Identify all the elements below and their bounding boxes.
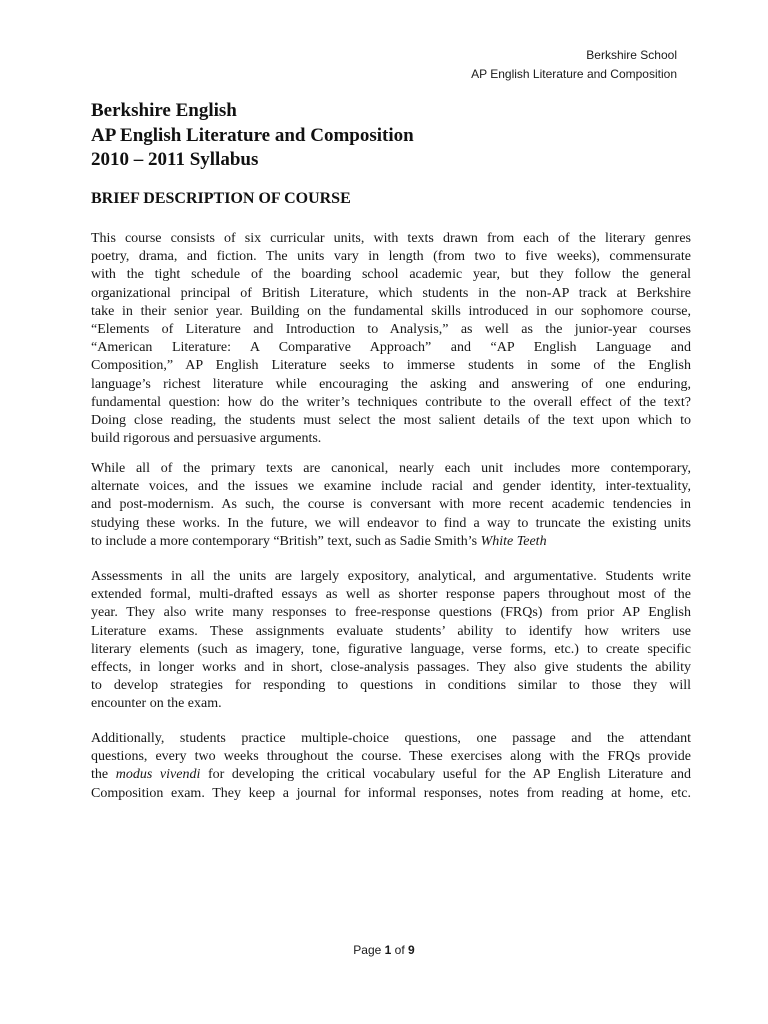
- text-line: questions, every two weeks throughout the course. These exercises along with the FRQs provide: [91, 749, 691, 765]
- running-header: [471, 46, 677, 84]
- text-line: extended formal, multi-drafted essays as well as shorter response papers throughout most of the: [91, 587, 691, 603]
- header-school: Berkshire School: [586, 48, 677, 62]
- header-course: AP English Literature and Composition: [471, 67, 677, 81]
- title-line-2: AP English Literature and Composition: [91, 124, 414, 146]
- title-line-1: Berkshire English: [91, 100, 237, 121]
- text-line: literary elements (such as imagery, tone, figurative language, verse forms, etc.) to create specific: [91, 641, 691, 657]
- text-line: effects, in longer works and in short, close-analysis passages. They also give students the ability: [91, 660, 691, 676]
- current-page-number: 1: [384, 943, 392, 957]
- text-line: Assessments in all the units are largely expository, analytical, and argumentative. Students write: [91, 569, 691, 584]
- text-line: “American Literature: A Comparative Approach” and “AP English Language and: [91, 340, 691, 356]
- of-word: of: [394, 943, 405, 957]
- text-line: year. They also write many responses to free-response questions (FRQs) from prior AP English: [91, 605, 691, 621]
- page-word: Page: [353, 943, 382, 957]
- text-line: poetry, drama, and fiction. The units vary in length (from two to five weeks), commensurate: [91, 249, 691, 265]
- book-title-italic: White Teeth: [480, 533, 547, 549]
- text-line: Composition exam. They keep a journal for informal responses, notes from reading at home, etc.: [91, 785, 691, 801]
- paragraph-texts: [91, 460, 691, 551]
- text-line: build rigorous and persuasive arguments.: [91, 431, 322, 447]
- text-line: and post-modernism. As such, the course is conversant with more recent academic tendencies in: [91, 497, 691, 513]
- text-line: [91, 533, 691, 551]
- text-line-prefix: the: [91, 767, 116, 783]
- section-heading: BRIEF DESCRIPTION OF COURSE: [91, 190, 351, 207]
- total-pages-number: 9: [408, 943, 415, 957]
- latin-phrase-italic: modus vivendi: [115, 767, 201, 783]
- text-line: “Elements of Literature and Introduction to Analysis,” as well as the junior-year courses: [91, 322, 691, 338]
- text-line: to develop strategies for responding to questions in conditions similar to those they will: [91, 678, 691, 694]
- paragraph-assessments: [91, 568, 691, 714]
- paragraph-practice: [91, 730, 691, 803]
- text-line: alternate voices, and the issues we examine include racial and gender identity, inter-textuality,: [91, 479, 691, 495]
- text-line: organizational principal of British Literature, which students in the non-AP track at Berkshire: [91, 285, 691, 301]
- paragraph-course-description: [91, 230, 691, 448]
- page-number-footer: [0, 943, 768, 957]
- text-line: [91, 766, 691, 784]
- title-line-3: 2010 – 2011 Syllabus: [91, 149, 259, 170]
- text-line: encounter on the exam.: [91, 696, 222, 712]
- document-title: [91, 99, 414, 173]
- text-line: While all of the primary texts are canonical, nearly each unit includes more contemporary,: [91, 461, 691, 476]
- text-line: Literature exams. These assignments evaluate students’ ability to identify how writers use: [91, 623, 691, 639]
- text-line: language’s richest literature while encouraging the asking and answering of one enduring,: [91, 376, 691, 392]
- text-line: Composition,” AP English Literature seeks to immerse students in some of the English: [91, 358, 691, 374]
- text-line: studying these works. In the future, we will endeavor to find a way to truncate the existing units: [91, 515, 691, 531]
- text-line: with the tight schedule of the boarding school academic year, but they follow the general: [91, 267, 691, 283]
- text-line: take in their senior year. Building on the fundamental skills introduced in our sophomore course,: [91, 303, 691, 319]
- text-line: fundamental question: how do the writer’s techniques contribute to the overall effect of the text?: [91, 394, 691, 410]
- text-line: This course consists of six curricular units, with texts drawn from each of the literary genres: [91, 231, 691, 246]
- text-line-suffix: for developing the critical vocabulary useful for the AP English Literature and: [200, 767, 691, 783]
- text-line: Additionally, students practice multiple-choice questions, one passage and the attendant: [91, 731, 691, 746]
- text-line-prefix: to include a more contemporary “British” text, such as Sadie Smith’s: [91, 533, 481, 549]
- text-line: Doing close reading, the students must select the most salient details of the text upon which to: [91, 413, 691, 429]
